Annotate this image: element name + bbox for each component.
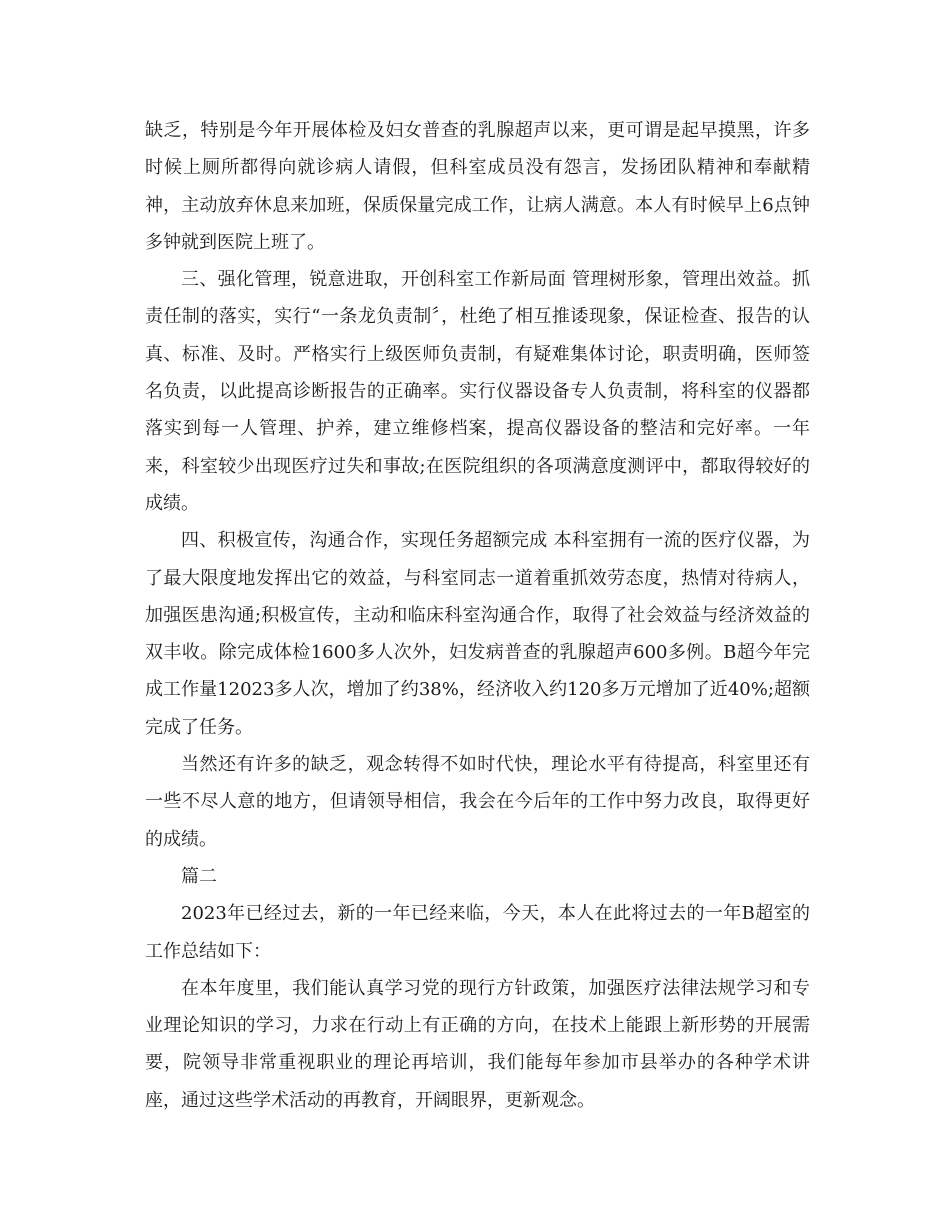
section-heading-part-two: 篇二	[181, 865, 217, 887]
document-body	[145, 112, 810, 1119]
paragraph-section-three: 三、强化管理，锐意进取，开创科室工作新局面 管理树形象，管理出效益。抓责任制的落实，实行“一条龙负责制〞，杜绝了相互推诿现象，保证检查、报告的认真、标准、及时。严格实行上级医师负责制，有疑难集体讨论，职责明确，医师签名负责，以此提高诊断报告的正确率。实行仪器设备专人负责制，将科室的仪器都落实到每一人管理、护养，建立维修档案，提高仪器设备的整洁和完好率。一年来，科室较少出现医疗过失和事故;在医院组织的各项满意度测评中，都取得较好的成绩。	[145, 269, 810, 514]
paragraph-section-four: 四、积极宣传，沟通合作，实现任务超额完成 本科室拥有一流的医疗仪器，为了最大限度地发挥出它的效益，与科室同志一道着重抓效劳态度，热情对待病人，加强医患沟通;积极宣传，主动和临床科室沟通合作，取得了社会效益与经济效益的双丰收。除完成体检1600多人次外，妇发病普查的乳腺超声600多例。B超今年完成工作量12023多人次，增加了约38%，经济收入约120多万元增加了近40%;超额完成了任务。	[145, 530, 810, 738]
paragraph-conclusion: 当然还有许多的缺乏，观念转得不如时代快，理论水平有待提高，科室里还有一些不尽人意的地方，但请领导相信，我会在今后年的工作中努力改良，取得更好的成绩。	[145, 754, 810, 850]
paragraph-study: 在本年度里，我们能认真学习党的现行方针政策，加强医疗法律法规学习和专业理论知识的学习，力求在行动上有正确的方向，在技术上能跟上新形势的开展需要，院领导非常重视职业的理论再培训，我们能每年参加市县举办的各种学术讲座，通过这些学术活动的再教育，开阔眼界，更新观念。	[145, 977, 810, 1111]
paragraph-continuation: 缺乏，特别是今年开展体检及妇女普查的乳腺超声以来，更可谓是起早摸黑，许多时候上厕所都得向就诊病人请假，但科室成员没有怨言，发扬团队精神和奉献精神，主动放弃休息来加班，保质保量完成工作，让病人满意。本人有时候早上6点钟多钟就到医院上班了。	[145, 120, 810, 253]
paragraph-intro: 2023年已经过去，新的一年已经来临，今天，本人在此将过去的一年B超室的工作总结如下：	[145, 903, 810, 962]
